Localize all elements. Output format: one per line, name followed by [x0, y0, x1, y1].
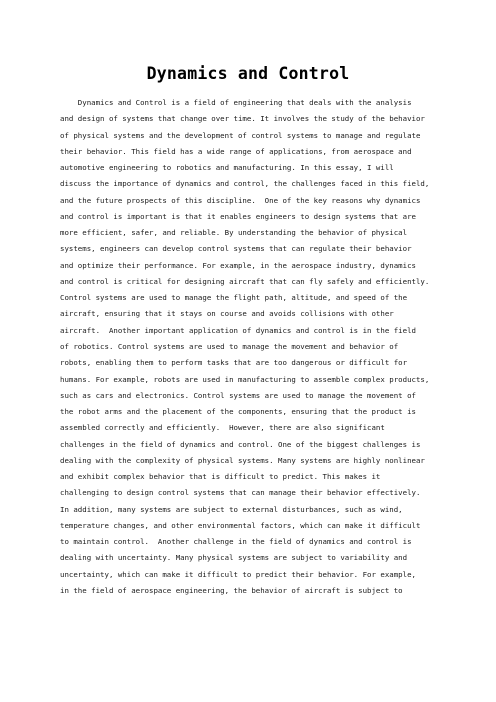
- body-line: aircraft. Another important application of dynamics and control is in the field: [60, 325, 416, 335]
- body-line: assembled correctly and efficiently. However, there are also significant: [60, 423, 385, 433]
- body-line: and the future prospects of this discipline. One of the key reasons why dynamics: [60, 195, 421, 205]
- body-line: of physical systems and the development of control systems to manage and regulate: [60, 130, 421, 140]
- body-line: and design of systems that change over time. It involves the study of the behavior: [60, 114, 425, 124]
- body-line: robots, enabling them to perform tasks that are too dangerous or difficult for: [60, 358, 408, 368]
- body-line: challenging to design control systems that can manage their behavior effectively.: [60, 488, 421, 498]
- body-line: aircraft, ensuring that it stays on course and avoids collisions with other: [60, 309, 394, 319]
- document-body: [60, 95, 480, 599]
- body-line: and control is critical for designing aircraft that can fly safely and efficiently.: [60, 276, 430, 286]
- body-line: such as cars and electronics. Control systems are used to manage the movement of: [60, 390, 416, 400]
- body-line: In addition, many systems are subject to external disturbances, such as wind,: [60, 504, 403, 514]
- body-line: dealing with the complexity of physical systems. Many systems are highly nonlinear: [60, 455, 425, 465]
- body-line: humans. For example, robots are used in manufacturing to assemble complex products,: [60, 374, 430, 384]
- body-line: the robot arms and the placement of the components, ensuring that the product is: [60, 407, 416, 417]
- body-line: dealing with uncertainty. Many physical systems are subject to variability and: [60, 553, 408, 563]
- body-line: to maintain control. Another challenge in the field of dynamics and control is: [60, 537, 412, 547]
- body-line: more efficient, safer, and reliable. By understanding the behavior of physical: [60, 228, 408, 238]
- body-line: and exhibit complex behavior that is difficult to predict. This makes it: [60, 472, 381, 482]
- body-line: automotive engineering to robotics and manufacturing. In this essay, I will: [60, 163, 394, 173]
- body-line: uncertainty, which can make it difficult to predict their behavior. For example,: [60, 569, 416, 579]
- body-line: discuss the importance of dynamics and control, the challenges faced in this field,: [60, 179, 430, 189]
- body-line: challenges in the field of dynamics and control. One of the biggest challenges is: [60, 439, 421, 449]
- body-line: their behavior. This field has a wide range of applications, from aerospace and: [60, 146, 412, 156]
- body-line: and optimize their performance. For example, in the aerospace industry, dynamics: [60, 260, 416, 270]
- body-line: in the field of aerospace engineering, the behavior of aircraft is subject to: [60, 585, 403, 595]
- body-line: systems, engineers can develop control systems that can regulate their behavior: [60, 244, 412, 254]
- document-title: Dynamics and Control: [146, 64, 350, 83]
- body-line: temperature changes, and other environmental factors, which can make it difficult: [60, 520, 421, 530]
- body-line: and control is important is that it enables engineers to design systems that are: [60, 211, 416, 221]
- body-line: Dynamics and Control is a field of engineering that deals with the analysis: [60, 98, 412, 107]
- body-line: of robotics. Control systems are used to manage the movement and behavior of: [60, 341, 399, 351]
- body-line: Control systems are used to manage the flight path, altitude, and speed of the: [60, 293, 408, 303]
